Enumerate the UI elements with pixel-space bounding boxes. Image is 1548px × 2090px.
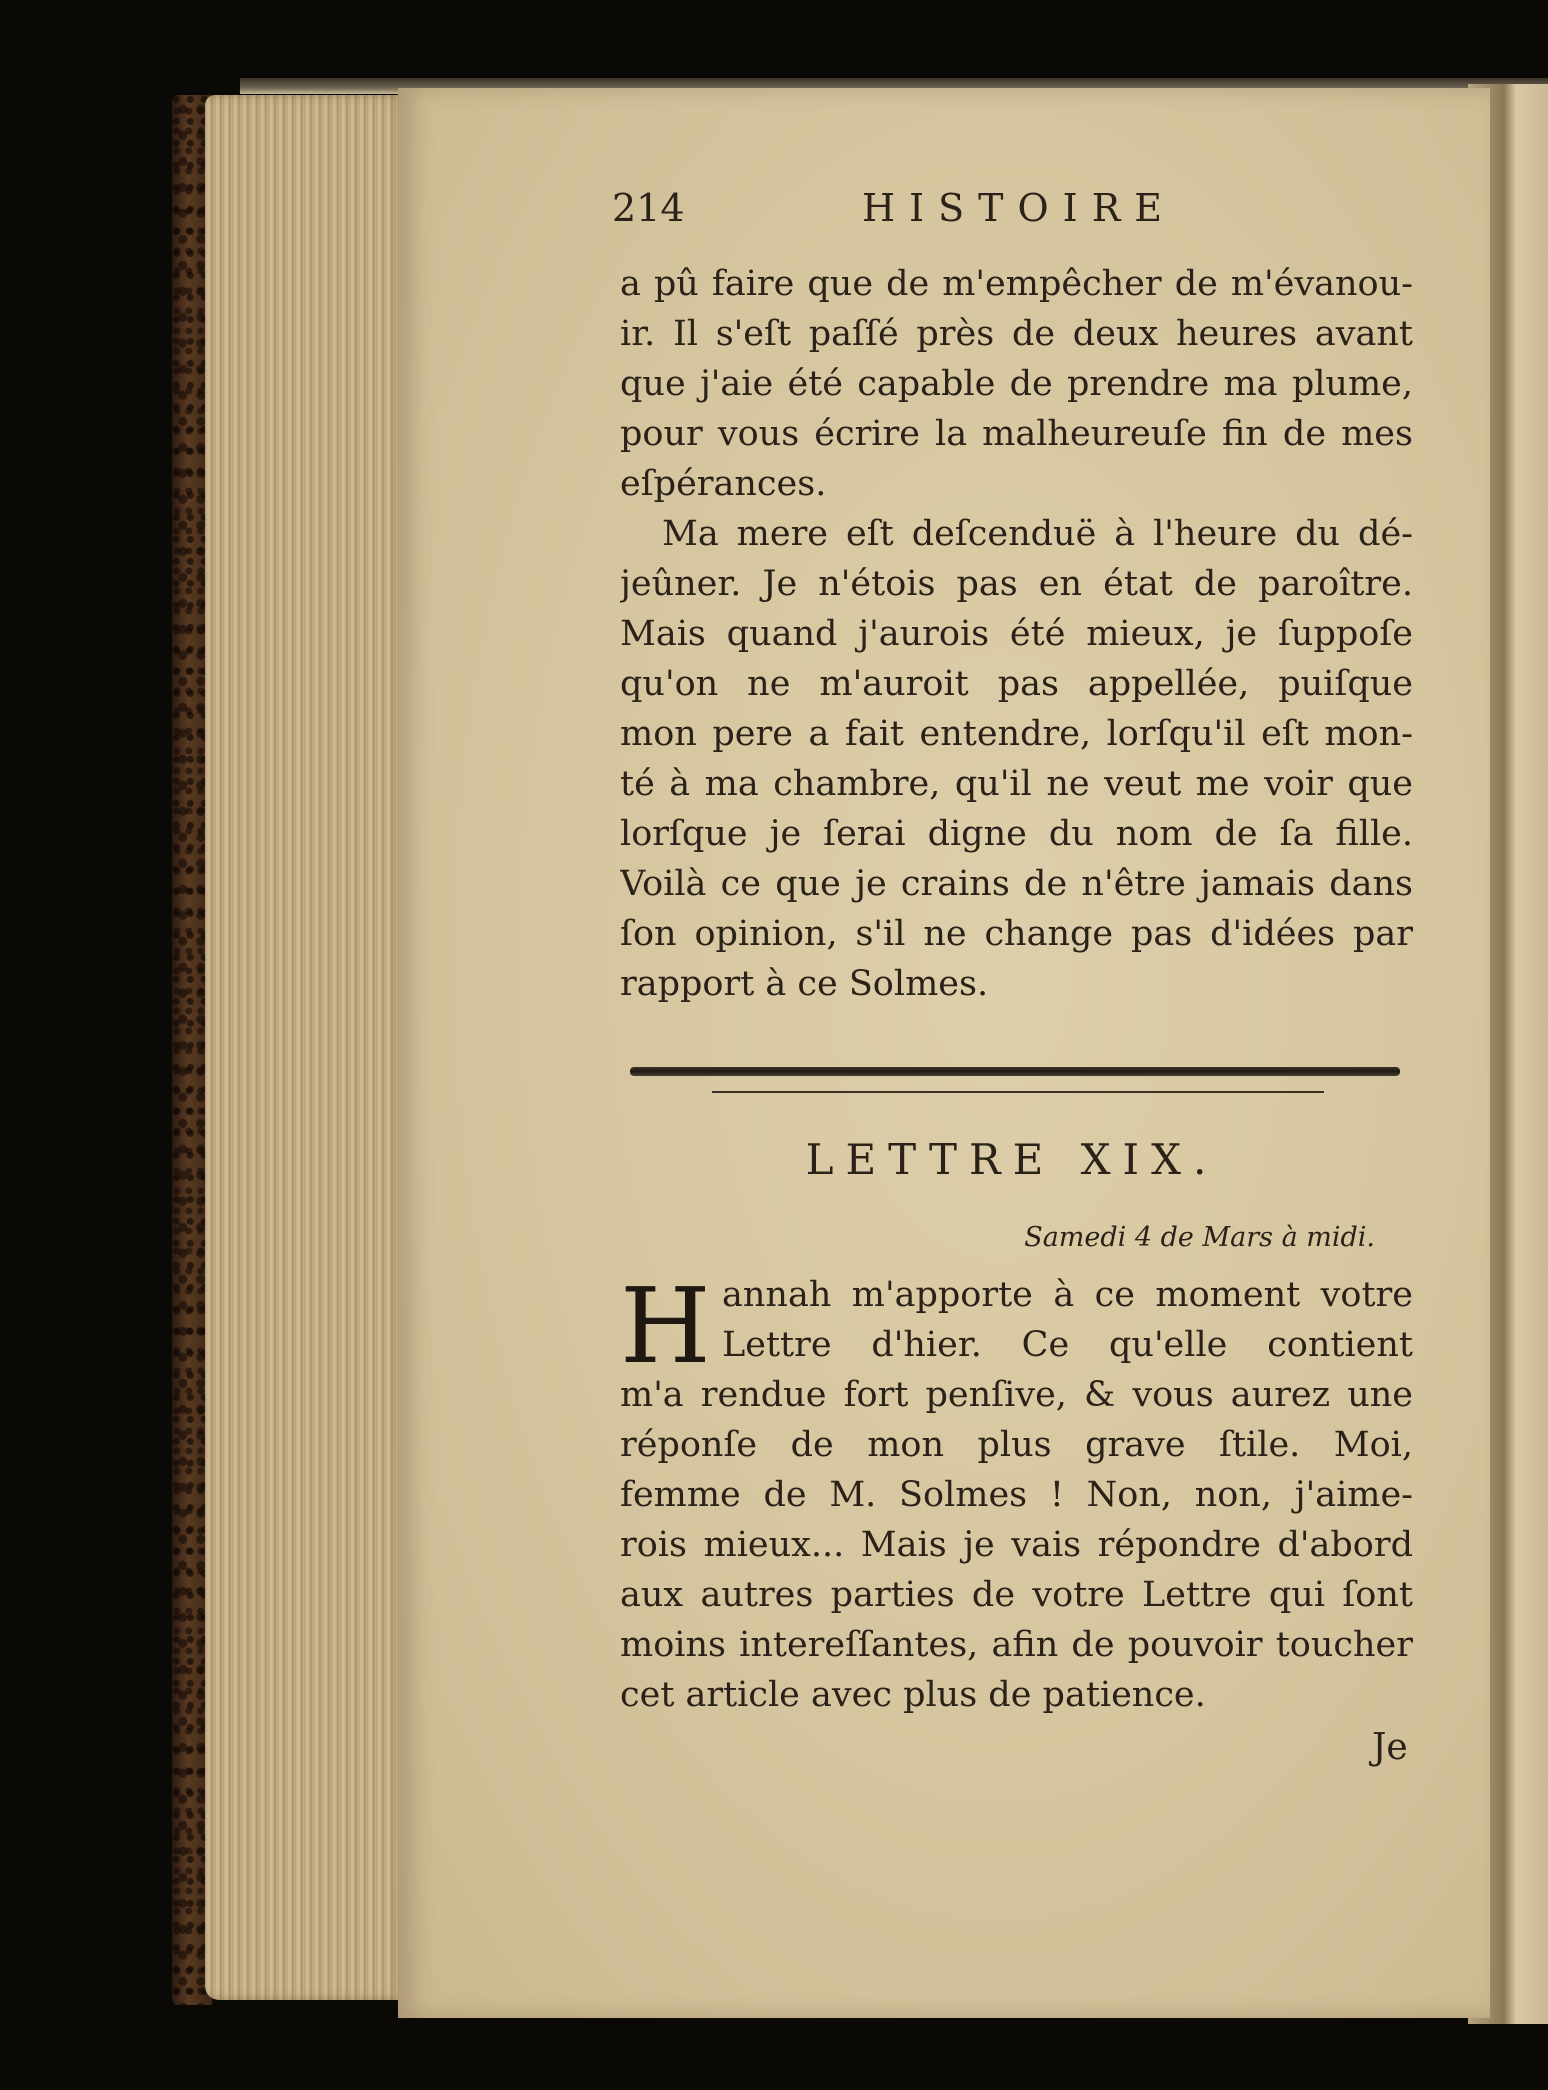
- text-line: pour vous écrire la malheureuſe fin de mes: [620, 414, 1413, 454]
- text-line: ir. Il s'eſt paſſé près de deux heures avant: [620, 314, 1413, 354]
- text-line: té à ma chambre, qu'il ne veut me voir que: [620, 764, 1413, 804]
- page-number: 214: [612, 186, 685, 230]
- text-line: Ma mere eſt deſcenduë à l'heure du dé-: [662, 514, 1413, 554]
- ornamental-rule: [630, 1067, 1400, 1076]
- text-line: Mais quand j'aurois été mieux, je ſuppoſe: [620, 614, 1413, 654]
- text-line: réponſe de mon plus grave ſtile. Moi,: [620, 1425, 1413, 1465]
- text-line: qu'on ne m'auroit pas appellée, puiſque: [620, 664, 1413, 704]
- text-line: a pû faire que de m'empêcher de m'évanou-: [620, 264, 1413, 304]
- text-line: m'a rendue fort penſive, & vous aurez une: [620, 1375, 1413, 1415]
- text-line: jeûner. Je n'étois pas en état de paroître.: [620, 564, 1413, 604]
- text-line: Lettre d'hier. Ce qu'elle contient: [722, 1325, 1413, 1365]
- text-line: lorſque je ſerai digne du nom de ſa fille.: [620, 814, 1413, 854]
- letter-dateline: Samedi 4 de Mars à midi.: [1024, 1222, 1375, 1253]
- catchword: Je: [1372, 1727, 1408, 1768]
- text-line: femme de M. Solmes ! Non, non, j'aime-: [620, 1475, 1413, 1515]
- text-line: Voilà ce que je crains de n'être jamais dans: [620, 864, 1413, 904]
- drop-cap: H: [620, 1265, 711, 1387]
- text-line: moins intereſſantes, afin de pouvoir toucher: [620, 1625, 1413, 1665]
- text-line: aux autres parties de votre Lettre qui ſont: [620, 1575, 1413, 1615]
- text-line: que j'aie été capable de prendre ma plume,: [620, 364, 1413, 404]
- text-line: rois mieux... Mais je vais répondre d'abord: [620, 1525, 1413, 1565]
- text-line: mon pere a fait entendre, lorſqu'il eſt mon-: [620, 714, 1413, 754]
- text-line: eſpérances.: [620, 464, 827, 504]
- page-edges: [205, 95, 405, 2000]
- letter-title: LETTRE XIX.: [805, 1135, 1219, 1184]
- text-line: ſon opinion, s'il ne change pas d'idées par: [620, 914, 1413, 954]
- thin-rule: [712, 1091, 1324, 1093]
- text-line: rapport à ce Solmes.: [620, 964, 989, 1004]
- text-line: cet article avec plus de patience.: [620, 1675, 1206, 1715]
- text-line: annah m'apporte à ce moment votre: [722, 1275, 1413, 1315]
- running-head: [612, 186, 1212, 242]
- running-head-title: HISTOIRE: [862, 186, 1177, 230]
